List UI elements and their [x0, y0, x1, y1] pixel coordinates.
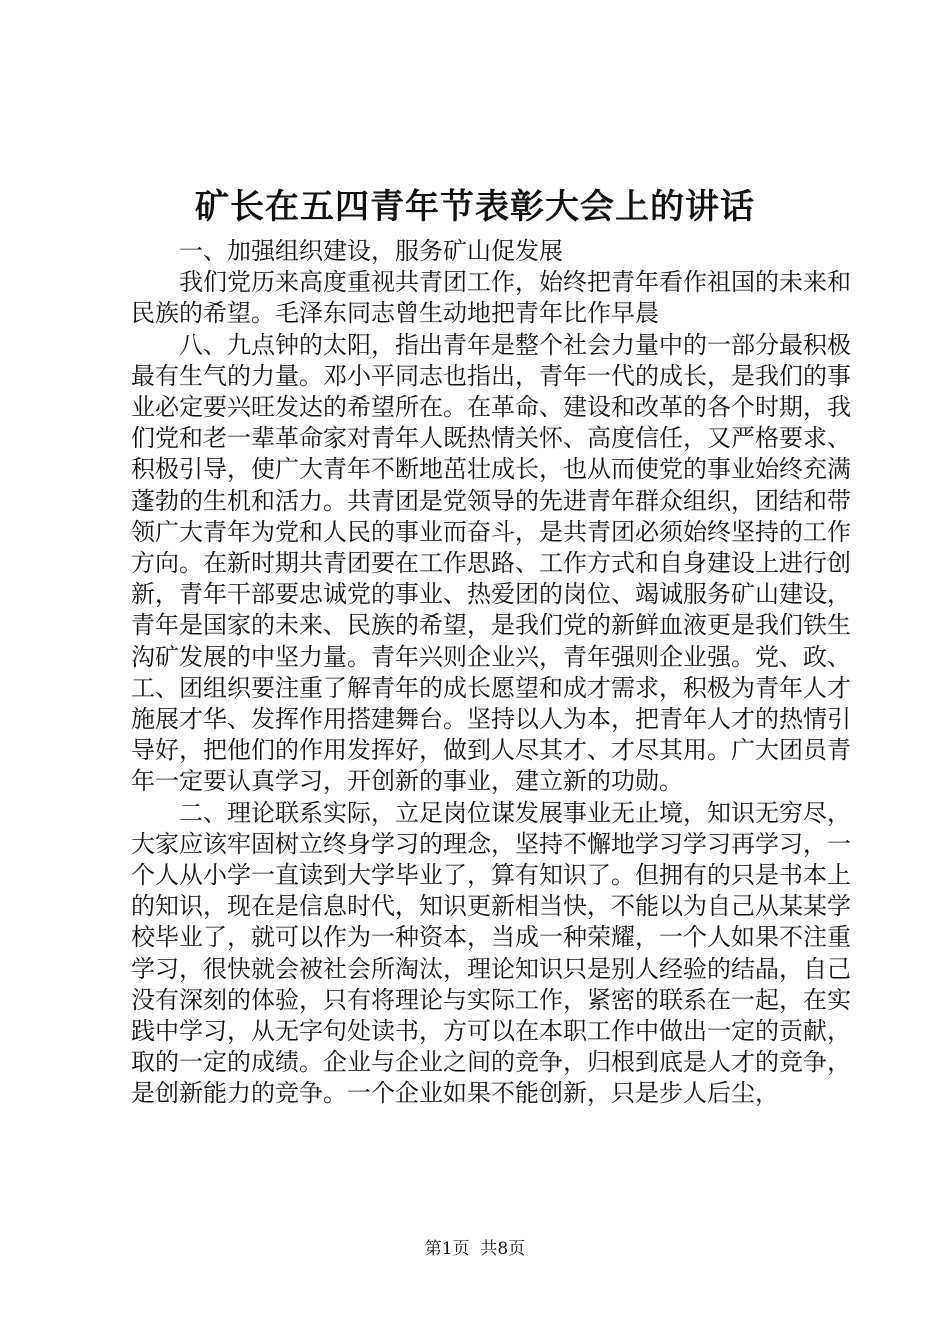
page-footer: [0, 1237, 950, 1261]
footer-spacer: [470, 1239, 481, 1259]
document-body: [131, 236, 851, 1110]
page-number: 第1页: [424, 1239, 470, 1259]
document-title: 矿长在五四青年节表彰大会上的讲话: [195, 187, 755, 227]
paragraph: 我们党历来高度重视共青团工作，始终把青年看作祖国的未来和民族的希望。毛泽东同志曾生动地把青年比作早晨: [131, 268, 851, 328]
section-heading-2-paragraph: 二、理论联系实际，立足岗位谋发展事业无止境，知识无穷尽，大家应该牢固树立终身学习的理念，坚持不懈地学习学习再学习，一个人从小学一直读到大学毕业了，算有知识了。但拥有的只是书本上的知识，现在是信息时代，知识更新相当快，不能以为自己从某某学校毕业了，就可以作为一种资本，当成一种荣耀，一个人如果不注重学习，很快就会被社会所淘汰，理论知识只是别人经验的结晶，自己没有深刻的体验，只有将理论与实际工作，紧密的联系在一起，在实践中学习，从无字句处读书，方可以在本职工作中做出一定的贡献，取的一定的成绩。企业与企业之间的竞争，归根到底是人才的竞争，是创新能力的竞争。一个企业如果不能创新，只是步人后尘，: [131, 798, 851, 1108]
paragraph: 八、九点钟的太阳，指出青年是整个社会力量中的一部分最积极最有生气的力量。邓小平同志也指出，青年一代的成长，是我们的事业必定要兴旺发达的希望所在。在革命、建设和改革的各个时期，我们党和老一辈革命家对青年人既热情关怀、高度信任，又严格要求、积极引导，使广大青年不断地茁壮成长，也从而使党的事业始终充满蓬勃的生机和活力。共青团是党领导的先进青年群众组织，团结和带领广大青年为党和人民的事业而奋斗，是共青团必须始终坚持的工作方向。在新时期共青团要在工作思路、工作方式和自身建设上进行创新，青年干部要忠诚党的事业、热爱团的岗位、竭诚服务矿山建设，青年是国家的未来、民族的希望，是我们党的新鲜血液更是我们铁生沟矿发展的中坚力量。青年兴则企业兴，青年强则企业强。党、政、工、团组织要注重了解青年的成长愿望和成才需求，积极为青年人才施展才华、发挥作用搭建舞台。坚持以人为本，把青年人才的热情引导好，把他们的作用发挥好，做到人尽其才、才尽其用。广大团员青年一定要认真学习，开创新的事业，建立新的功勋。: [131, 330, 851, 796]
section-heading-1: 一、加强组织建设，服务矿山促发展: [179, 237, 563, 265]
page-total: 共8页: [480, 1239, 526, 1259]
